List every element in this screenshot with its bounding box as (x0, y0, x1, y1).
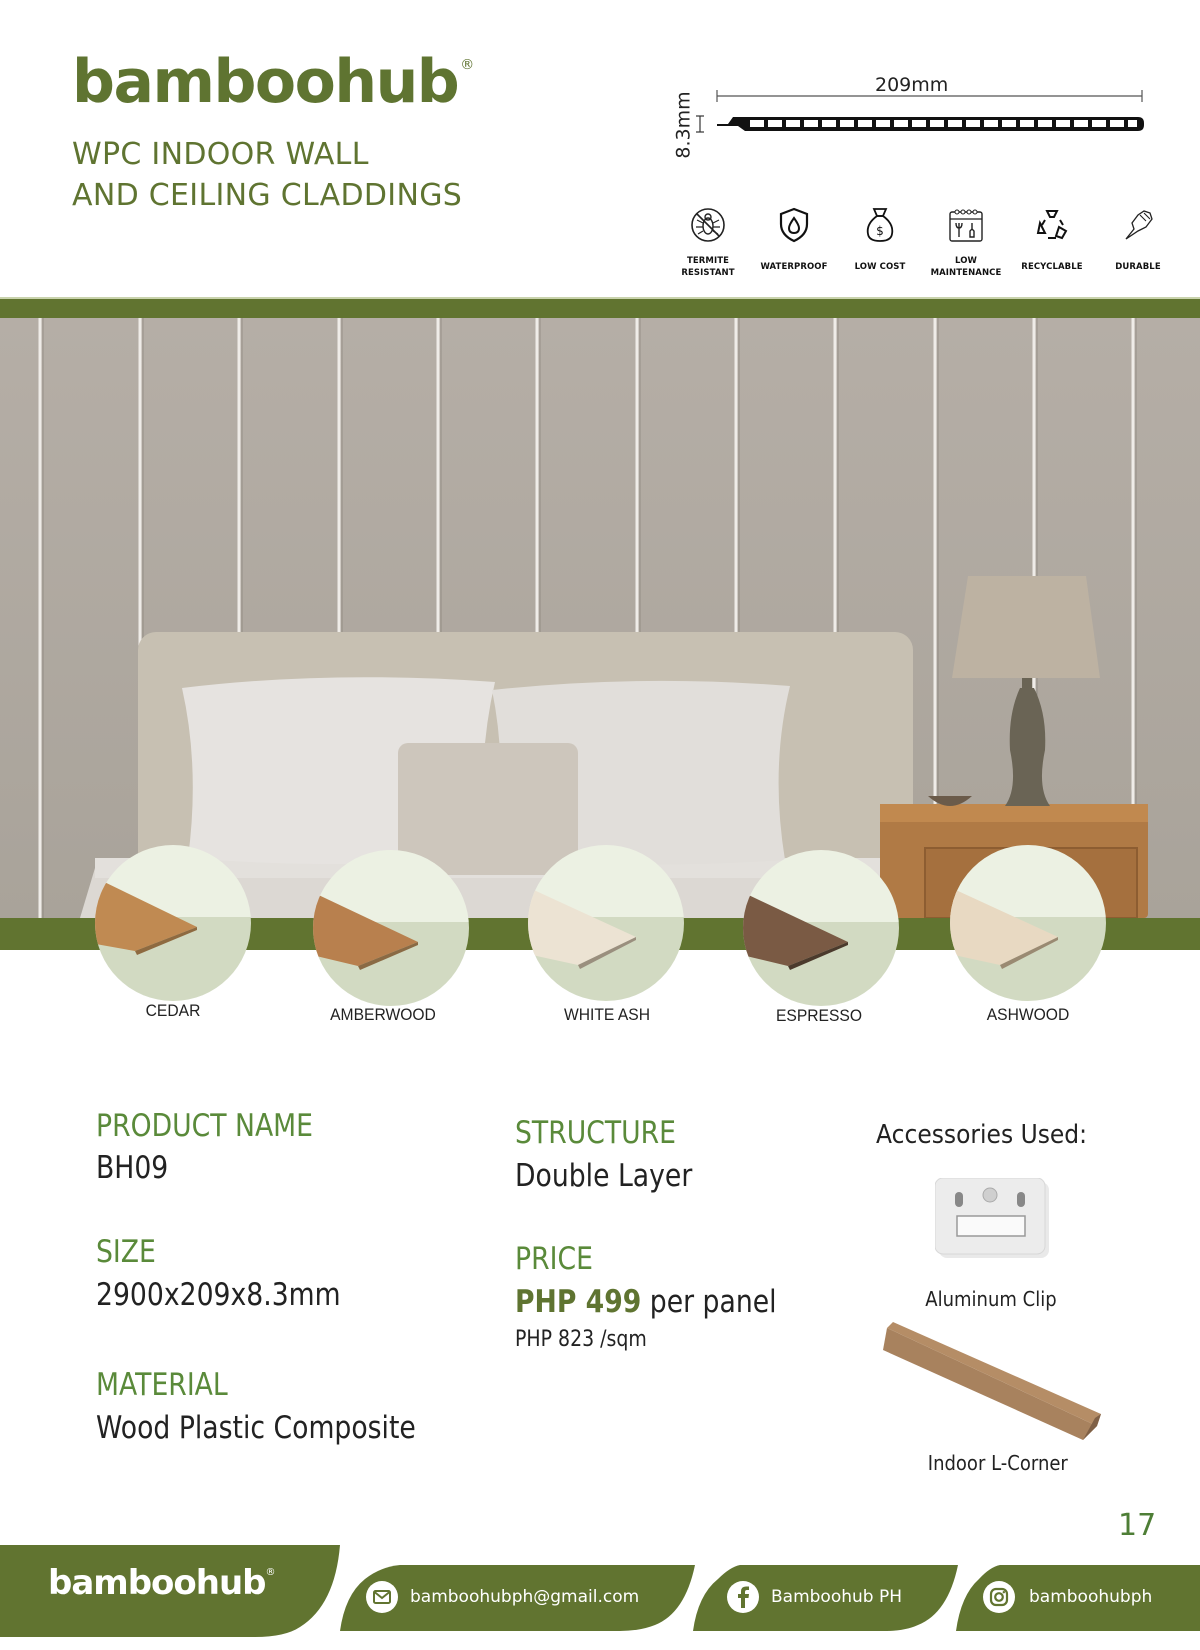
panel-sample-white-ash-icon (528, 845, 684, 1001)
page-title (72, 134, 462, 216)
swatch-cedar[interactable] (95, 845, 251, 1001)
registered-mark: ® (460, 57, 473, 73)
l-corner-trim-icon (875, 1322, 1105, 1447)
aluminum-clip-image (935, 1178, 1053, 1264)
structure-label: STRUCTURE (515, 1115, 677, 1151)
feature-low-cost (837, 205, 923, 285)
swatch-espresso[interactable] (743, 850, 899, 1006)
price-per-panel (515, 1284, 777, 1320)
aluminum-clip-label: Aluminum Clip (925, 1287, 1057, 1311)
title-line-2: AND CEILING CLADDINGS (72, 178, 463, 213)
accessories-title: Accessories Used: (876, 1120, 1088, 1150)
price-per-sqm: PHP 823 /sqm (515, 1327, 647, 1352)
feature-termite-resistant (665, 205, 751, 285)
footer-bar (0, 1545, 1200, 1650)
feature-label: DURABLE (1115, 262, 1161, 272)
product-name-label: PRODUCT NAME (96, 1108, 314, 1144)
swatch-label-ashwood: ASHWOOD (986, 1005, 1070, 1024)
panel-sample-ashwood-icon (950, 845, 1106, 1001)
footer-instagram-text: bamboohubph (1029, 1587, 1153, 1607)
swatch-amberwood[interactable] (313, 850, 469, 1006)
footer-instagram-link[interactable] (983, 1581, 1152, 1613)
fist-icon (1118, 205, 1158, 245)
mail-icon (366, 1581, 398, 1613)
l-corner-label: Indoor L-Corner (927, 1451, 1068, 1475)
footer-registered-mark: ® (265, 1567, 275, 1578)
footer-facebook-link[interactable] (727, 1581, 902, 1613)
facebook-icon (727, 1581, 759, 1613)
feature-label: LOW MAINTENANCE (930, 256, 1002, 278)
tools-calendar-icon (946, 205, 986, 245)
footer-facebook-text: Bamboohub PH (771, 1587, 903, 1607)
swatch-ashwood[interactable] (950, 845, 1106, 1001)
material-label: MATERIAL (96, 1367, 228, 1403)
panel-sample-espresso-icon (743, 850, 899, 1006)
swatch-label-espresso: ESPRESSO (775, 1006, 863, 1025)
brand-logo (72, 47, 473, 117)
size-label: SIZE (96, 1234, 156, 1270)
panel-sample-amberwood-icon (313, 850, 469, 1006)
recycle-icon (1032, 205, 1072, 245)
footer-email-text: bamboohubph@gmail.com (410, 1587, 640, 1607)
feature-low-maintenance (923, 205, 1009, 285)
swatch-white-ash[interactable] (528, 845, 684, 1001)
panel-sample-cedar-icon (95, 845, 251, 1001)
hero-bedroom-photo (0, 318, 1200, 918)
footer-email-link[interactable] (366, 1581, 639, 1613)
feature-label: WATERPROOF (760, 262, 828, 272)
footer-brand-name: bamboohub (48, 1563, 266, 1603)
feature-waterproof (751, 205, 837, 285)
material-value: Wood Plastic Composite (96, 1410, 416, 1446)
product-name-value: BH09 (96, 1150, 169, 1186)
price-amount: PHP 499 (515, 1284, 642, 1320)
termite-resistant-icon (688, 205, 728, 245)
price-unit: per panel (641, 1284, 777, 1320)
waterproof-shield-icon (774, 205, 814, 245)
feature-label: RECYCLABLE (1021, 262, 1083, 272)
title-line-1: WPC INDOOR WALL (72, 137, 369, 172)
money-bag-icon (860, 205, 900, 245)
page-number: 17 (1118, 1508, 1157, 1543)
feature-label: TERMITE RESISTANT (681, 256, 735, 278)
svg-text:$: $ (876, 224, 884, 238)
width-dimension-label: 209mm (875, 74, 949, 96)
feature-recyclable (1009, 205, 1095, 285)
thickness-dimension-label: 8.3mm (672, 91, 695, 159)
panel-profile-diagram (670, 70, 1150, 170)
swatch-label-cedar: CEDAR (145, 1001, 201, 1020)
l-corner-image (875, 1322, 1105, 1451)
brand-name: bamboohub (72, 47, 459, 117)
instagram-icon (983, 1581, 1015, 1613)
size-value: 2900x209x8.3mm (96, 1277, 341, 1313)
aluminum-clip-icon (935, 1178, 1053, 1260)
footer-brand-logo (48, 1563, 275, 1603)
top-divider-band (0, 297, 1200, 318)
bedroom-scene-illustration (0, 318, 1200, 918)
swatch-label-white-ash: WHITE ASH (563, 1005, 651, 1024)
feature-label: LOW COST (854, 262, 906, 272)
feature-icons-row (665, 205, 1185, 285)
feature-durable (1095, 205, 1181, 285)
swatch-label-amberwood: AMBERWOOD (330, 1005, 436, 1024)
structure-value: Double Layer (515, 1158, 693, 1194)
price-label: PRICE (515, 1241, 593, 1277)
